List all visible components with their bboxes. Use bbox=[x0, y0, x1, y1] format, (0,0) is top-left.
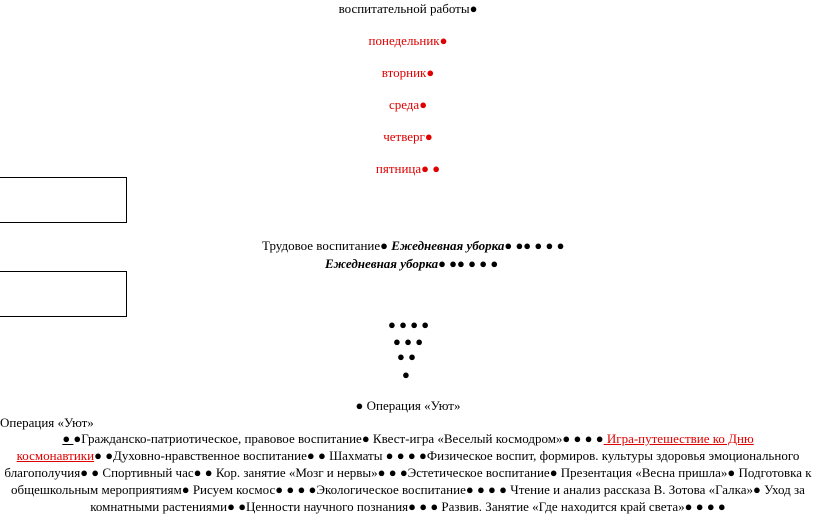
daily-cleaning-2: Ежедневная уборка● ●● ● ● ● bbox=[325, 256, 499, 271]
lead-bullet: ● bbox=[62, 431, 74, 446]
lead-bullet-2: ● bbox=[73, 431, 82, 446]
empty-box-top bbox=[0, 177, 127, 223]
day-wednesday: среда● bbox=[388, 97, 428, 112]
empty-box-bottom bbox=[0, 271, 127, 317]
bullet-row-4: ● bbox=[402, 367, 410, 382]
page-title: воспитательной работы● bbox=[338, 1, 478, 16]
labor-line bbox=[262, 238, 564, 254]
day-thursday: четверг● bbox=[383, 129, 433, 144]
cosmonautics-link: космонавтики bbox=[16, 448, 95, 463]
game-travel-link: Игра-путешествие ко Дню bbox=[603, 431, 754, 446]
operation-left: Операция «Уют» bbox=[0, 415, 94, 430]
paragraph-line-1 bbox=[0, 430, 816, 448]
daily-cleaning-1: Ежедневная уборка● ●● ● ● ● bbox=[391, 238, 565, 253]
line2-rest: ● ●Духовно-нравственное воспитание● ● Шахматы ● ● ● ●Физическое воспит, формиров. культуры здоровья эмоционального bbox=[94, 448, 800, 463]
paragraph-line-4: общешкольным мероприятиям● Рисуем космос● ● ● ●Экологическое воспитание● ● ● ● Чтение и анализ рассказа В. Зотова «Галка»● Уход за bbox=[11, 482, 805, 497]
paragraph-line-3: благополучия● ● Спортивный час● ● Кор. занятие «Мозг и нервы»● ● ●Эстетическое воспитание● Презентация «Весна пришла»● Подготовка к bbox=[4, 465, 812, 480]
bullet-row-2: ● ● ● bbox=[393, 334, 424, 349]
day-monday: понедельник● bbox=[368, 33, 448, 48]
labor-prefix: Трудовое воспитание● bbox=[262, 238, 392, 253]
day-friday: пятница● ● bbox=[375, 161, 441, 176]
operation-centered: ● Операция «Уют» bbox=[355, 398, 461, 413]
seg1: Гражданско-патриотическое, правовое воспитание● Квест-игра «Веселый космодром»● ● ● ● bbox=[81, 431, 604, 446]
paragraph-line-2 bbox=[0, 447, 816, 465]
bullet-row-3: ● ● bbox=[397, 349, 416, 364]
bullet-row-1: ● ● ● ● bbox=[388, 317, 430, 332]
day-tuesday: вторник● bbox=[381, 65, 435, 80]
paragraph-line-5: комнатными растениями● ●Ценности научного познания● ● ● Развив. Занятие «Где находится край света»● ● ● ● bbox=[90, 499, 726, 514]
